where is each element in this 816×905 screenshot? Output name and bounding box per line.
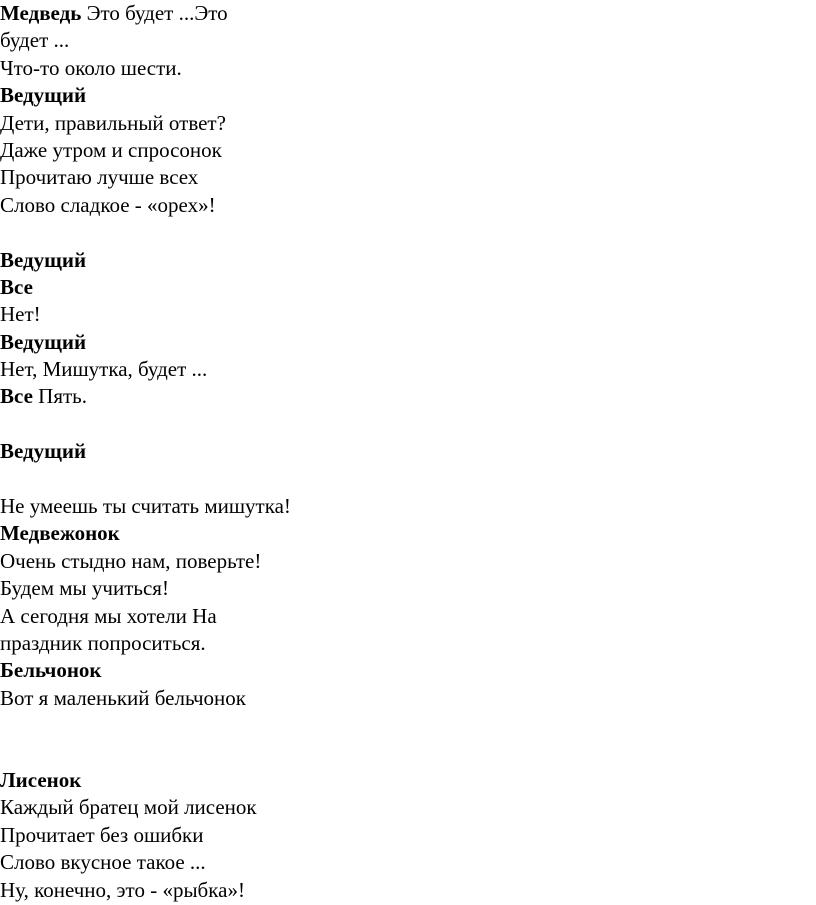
line-text: Даже утром и спросонок <box>0 137 222 162</box>
text-line <box>0 630 816 657</box>
text-line <box>0 520 816 547</box>
text-line <box>0 794 816 821</box>
text-line <box>0 493 816 520</box>
speaker-name: Ведущий <box>0 83 87 108</box>
line-text: Слово вкусное такое ... <box>0 850 206 875</box>
blank-line <box>0 712 816 739</box>
text-line <box>0 137 816 164</box>
text-line <box>0 110 816 137</box>
line-text: Пять. <box>32 384 87 409</box>
speaker-name: Ведущий <box>0 247 87 272</box>
line-text: Нет, Мишутка, будет ... <box>0 357 208 382</box>
line-text: Что-то около шести. <box>0 55 182 80</box>
text-line <box>0 822 816 849</box>
blank-line <box>0 219 816 246</box>
text-line <box>0 575 816 602</box>
text-line <box>0 657 816 684</box>
line-text: Вот я маленький бельчонок <box>0 685 246 710</box>
blank-line <box>0 466 816 493</box>
text-line <box>0 849 816 876</box>
line-text: Очень стыдно нам, поверьте! <box>0 548 262 573</box>
line-text: Каждый братец мой лисенок <box>0 795 257 820</box>
text-line <box>0 685 816 712</box>
text-line <box>0 301 816 328</box>
text-line <box>0 356 816 383</box>
text-line <box>0 27 816 54</box>
blank-line <box>0 740 816 767</box>
speaker-name: Ведущий <box>0 439 87 464</box>
text-line <box>0 767 816 794</box>
line-text: Прочитает без ошибки <box>0 822 204 847</box>
text-line <box>0 164 816 191</box>
line-text: Ну, конечно, это - «рыбка»! <box>0 877 245 902</box>
text-line <box>0 0 816 27</box>
text-line <box>0 329 816 356</box>
line-text: Будем мы учиться! <box>0 576 169 601</box>
text-line <box>0 877 816 904</box>
text-line <box>0 274 816 301</box>
speaker-name: Бельчонок <box>0 658 102 683</box>
text-line <box>0 438 816 465</box>
line-text: Нет! <box>0 302 41 327</box>
line-text: Слово сладкое - «орех»! <box>0 192 216 217</box>
speaker-name: Лисенок <box>0 767 82 792</box>
speaker-name: Ведущий <box>0 329 87 354</box>
text-line <box>0 55 816 82</box>
line-text: Прочитаю лучше всех <box>0 165 199 190</box>
blank-line <box>0 411 816 438</box>
line-text: Это будет ...Это <box>81 1 228 25</box>
text-line <box>0 247 816 274</box>
line-text: Не умеешь ты считать мишутка! <box>0 494 291 519</box>
line-text: праздник попроситься. <box>0 630 206 655</box>
text-line <box>0 383 816 410</box>
speaker-name: Медведь <box>0 1 82 25</box>
speaker-name: Все <box>0 384 33 409</box>
line-text: будет ... <box>0 28 70 53</box>
text-line <box>0 192 816 219</box>
text-line <box>0 603 816 630</box>
text-line <box>0 82 816 109</box>
text-line <box>0 548 816 575</box>
speaker-name: Все <box>0 274 33 299</box>
line-text: А сегодня мы хотели На <box>0 603 217 628</box>
line-text: Дети, правильный ответ? <box>0 110 226 135</box>
speaker-name: Медвежонок <box>0 521 120 546</box>
